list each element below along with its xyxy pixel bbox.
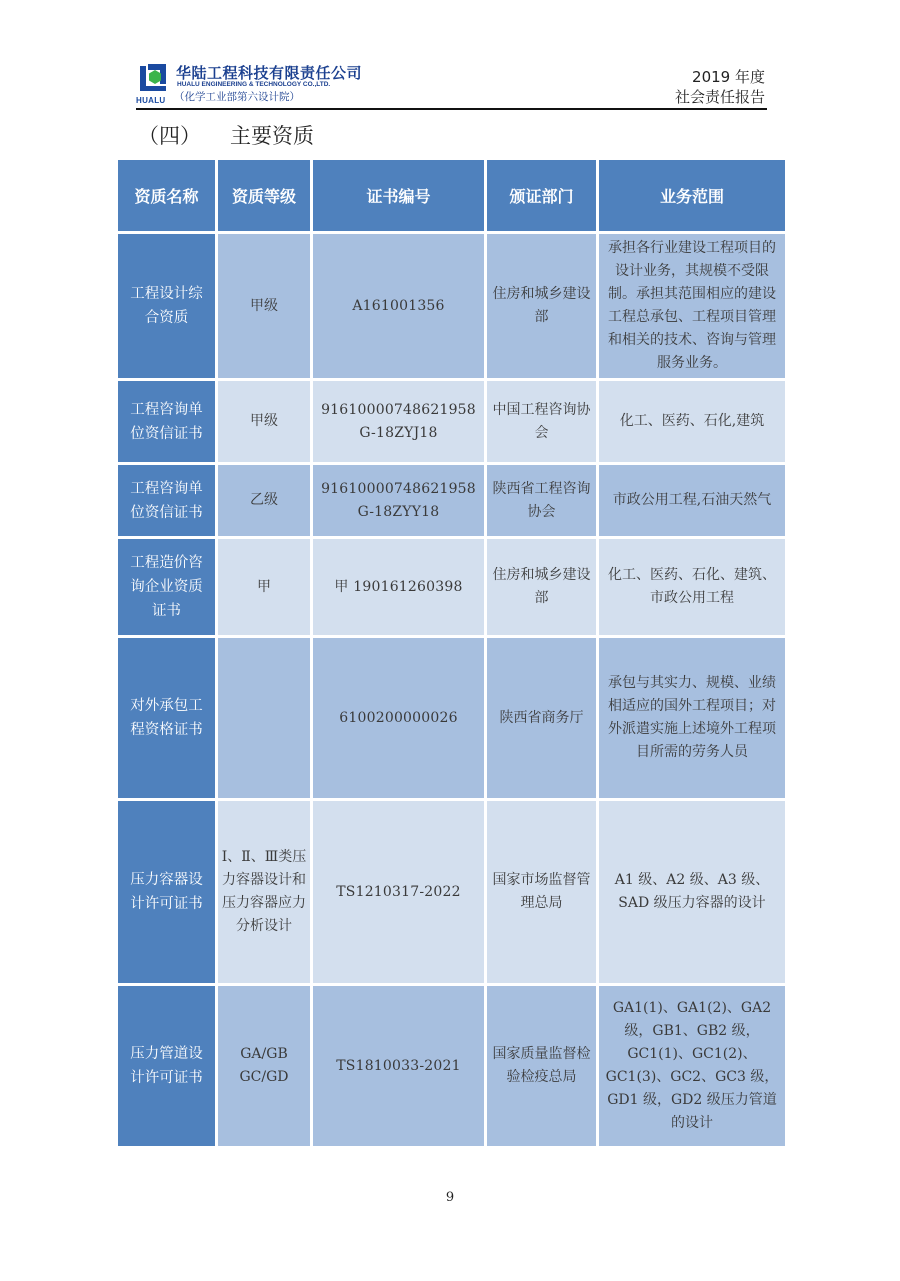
report-title: 社会责任报告	[674, 88, 765, 106]
cell-level: 甲	[218, 539, 310, 635]
cell-code: TS1810033-2021	[313, 986, 484, 1146]
cell-scope: 化工、医药、石化、建筑、市政公用工程	[599, 539, 785, 635]
cell-issuer: 国家质量监督检验检疫总局	[487, 986, 596, 1146]
qualifications-table	[115, 157, 788, 1149]
cell-level: 乙级	[218, 465, 310, 536]
company-name-en: HUALU ENGINEERING & TECHNOLOGY CO.,LTD.	[177, 81, 331, 88]
column-header-scope: 业务范围	[599, 160, 785, 231]
cell-issuer: 陕西省商务厅	[487, 638, 596, 798]
header-divider	[136, 108, 767, 110]
cell-name: 工程咨询单位资信证书	[118, 465, 215, 536]
company-logo	[136, 64, 172, 106]
cell-code: 6100200000026	[313, 638, 484, 798]
cell-code: 甲 190161260398	[313, 539, 484, 635]
column-header-issuer: 颁证部门	[487, 160, 596, 231]
hualu-logo-icon	[138, 64, 168, 92]
cell-issuer: 住房和城乡建设部	[487, 539, 596, 635]
table-header-row	[118, 160, 785, 231]
table-row	[118, 638, 785, 798]
table-row	[118, 539, 785, 635]
section-number: （四）	[138, 124, 201, 148]
cell-code: A161001356	[313, 234, 484, 378]
cell-level: Ⅰ、Ⅱ、Ⅲ类压力容器设计和压力容器应力分析设计	[218, 801, 310, 983]
section-title: 主要资质	[230, 124, 314, 148]
cell-code: 91610000748621958G-18ZYY18	[313, 465, 484, 536]
cell-code: TS1210317-2022	[313, 801, 484, 983]
cell-name: 对外承包工程资格证书	[118, 638, 215, 798]
cell-scope: 承包与其实力、规模、业绩相适应的国外工程项目；对外派遣实施上述境外工程项目所需的劳务人员	[599, 638, 785, 798]
company-name-cn: 华陆工程科技有限责任公司	[176, 64, 363, 82]
report-year: 2019 年度	[692, 68, 765, 86]
cell-scope: 化工、医药、石化,建筑	[599, 381, 785, 462]
cell-scope: 市政公用工程,石油天然气	[599, 465, 785, 536]
section-heading	[138, 120, 314, 150]
table-row	[118, 234, 785, 378]
cell-issuer: 陕西省工程咨询协会	[487, 465, 596, 536]
cell-name: 压力管道设计许可证书	[118, 986, 215, 1146]
cell-scope: A1 级、A2 级、A3 级、SAD 级压力容器的设计	[599, 801, 785, 983]
cell-name: 工程设计综合资质	[118, 234, 215, 378]
column-header-name: 资质名称	[118, 160, 215, 231]
page-number: 9	[445, 1190, 455, 1205]
cell-scope: 承担各行业建设工程项目的设计业务，其规模不受限制。承担其范围相应的建设工程总承包、工程项目管理和相关的技术、咨询与管理服务业务。	[599, 234, 785, 378]
column-header-level: 资质等级	[218, 160, 310, 231]
table-row	[118, 465, 785, 536]
table-row	[118, 986, 785, 1146]
cell-name: 工程咨询单位资信证书	[118, 381, 215, 462]
cell-level: 甲级	[218, 234, 310, 378]
cell-name: 工程造价咨询企业资质证书	[118, 539, 215, 635]
cell-level: 甲级	[218, 381, 310, 462]
table-row	[118, 381, 785, 462]
cell-code: 91610000748621958G-18ZYJ18	[313, 381, 484, 462]
cell-issuer: 中国工程咨询协会	[487, 381, 596, 462]
cell-name: 压力容器设计许可证书	[118, 801, 215, 983]
column-header-code: 证书编号	[313, 160, 484, 231]
cell-issuer: 国家市场监督管理总局	[487, 801, 596, 983]
cell-level: GA/GB GC/GD	[218, 986, 310, 1146]
table-row	[118, 801, 785, 983]
company-subtitle: （化学工业部第六设计院）	[174, 91, 300, 103]
cell-issuer: 住房和城乡建设部	[487, 234, 596, 378]
cell-scope: GA1(1)、GA1(2)、GA2 级，GB1、GB2 级，GC1(1)、GC1(2)、GC1(3)、GC2、GC3 级，GD1 级，GD2 级压力管道的设计	[599, 986, 785, 1146]
logo-text: HUALU	[136, 96, 166, 105]
page-header	[136, 60, 767, 110]
cell-level	[218, 638, 310, 798]
